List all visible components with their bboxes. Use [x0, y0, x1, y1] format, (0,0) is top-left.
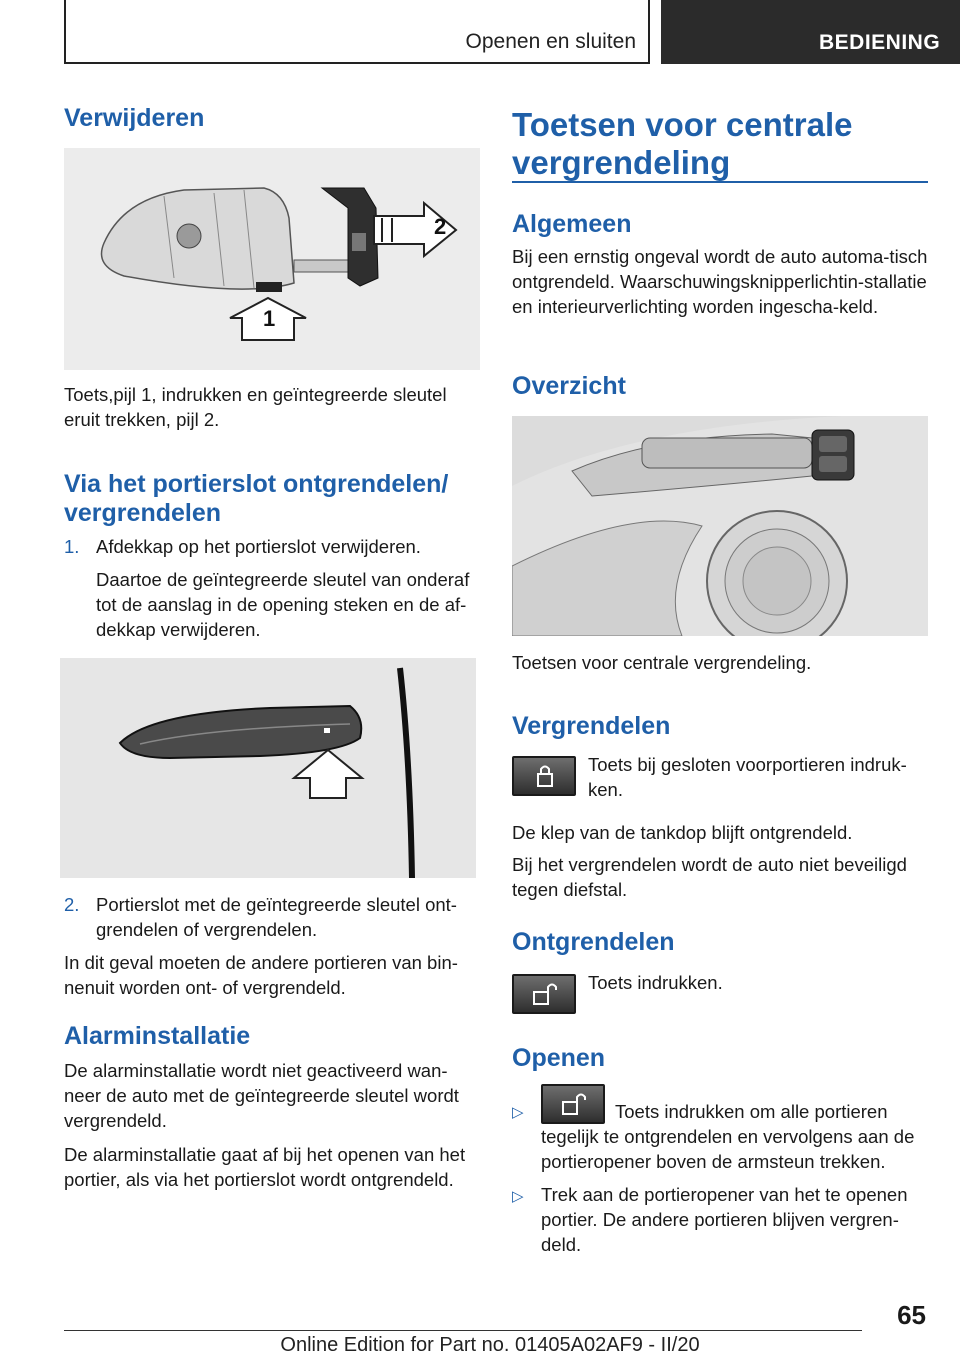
- heading-toetsen-centrale: Toetsen voor centrale vergrendeling: [512, 106, 853, 181]
- header-rule-right: [648, 0, 650, 64]
- step-number-1: 1.: [64, 536, 80, 557]
- key-removal-illustration: [64, 148, 480, 370]
- alarm-paragraph-1: De alarminstallatie wordt niet geactiveerd wan-neer de auto met de geïntegreerde sleutel wordt vergrendeld.: [64, 1060, 459, 1131]
- header-section-title: Openen en sluiten: [465, 30, 636, 53]
- algemeen-paragraph: Bij een ernstig ongeval wordt de auto automa-tisch ontgrendeld. Waarschuwingsknipperlichtin-stallatie en interieurverlichting worden ingescha-keld.: [512, 246, 928, 317]
- heading-vergrendelen: Vergrendelen: [512, 712, 671, 740]
- unlock-icon: [512, 974, 576, 1014]
- step-2-text: Portierslot met de geïntegreerde sleutel ont-grendelen of vergrendelen.: [96, 894, 457, 940]
- ontgrendelen-paragraph: Toets indrukken.: [588, 972, 723, 993]
- step-number-2: 2.: [64, 894, 80, 915]
- footer-rule: [64, 1330, 862, 1331]
- bullet-marker-1: ▷: [512, 1104, 524, 1121]
- diefstal-paragraph: Bij het vergrendelen wordt de auto niet beveiligd tegen diefstal.: [512, 854, 907, 900]
- heading-verwijderen: Verwijderen: [64, 104, 205, 132]
- paragraph-portieren: In dit geval moeten de andere portieren van bin-nenuit worden ont- of vergrendeld.: [64, 952, 458, 998]
- heading-underline: [512, 181, 928, 183]
- bullet-2-text: Trek aan de portieropener van het te openen portier. De andere portieren blijven vergren-deld.: [541, 1184, 908, 1255]
- figure-label-2: 2: [434, 214, 447, 239]
- heading-via-portierslot: Via het portierslot ontgrendelen/ vergrendelen: [64, 470, 449, 527]
- figure-label-1: 1: [263, 306, 276, 331]
- door-panel-illustration: [512, 416, 928, 636]
- lock-icon: [512, 756, 576, 796]
- caption-key-removal: Toets,pijl 1, indrukken en geïntegreerde sleutel eruit trekken, pijl 2.: [64, 384, 447, 430]
- door-handle-illustration: [60, 658, 476, 878]
- header-chapter-tab: BEDIENING: [661, 0, 960, 64]
- step-1-detail: Daartoe de geïntegreerde sleutel van onderaf tot de aanslag in de opening steken en de af-dekkap verwijderen.: [96, 569, 470, 640]
- heading-ontgrendelen: Ontgrendelen: [512, 928, 675, 956]
- klep-paragraph: De klep van de tankdop blijft ontgrendeld.: [512, 822, 853, 843]
- header-rule-bottom: [64, 62, 650, 64]
- footer-edition: Online Edition for Part no. 01405A02AF9 - II/20: [280, 1334, 700, 1356]
- step-1-text: Afdekkap op het portierslot verwijderen.: [96, 536, 421, 557]
- heading-alarminstallatie: Alarminstallatie: [64, 1022, 251, 1050]
- heading-openen: Openen: [512, 1044, 606, 1072]
- heading-overzicht: Overzicht: [512, 372, 626, 400]
- caption-overzicht: Toetsen voor centrale vergrendeling.: [512, 652, 812, 673]
- bullet-marker-2: ▷: [512, 1188, 524, 1205]
- page-number: 65: [897, 1300, 926, 1330]
- vergrendelen-paragraph: Toets bij gesloten voorportieren indruk-ken.: [588, 754, 907, 800]
- bullet-1-text: Toets indrukken om alle portieren tegelijk te ontgrendelen en vervolgens aan de portieropener boven de armsteun trekken.: [541, 1101, 915, 1172]
- alarm-paragraph-2: De alarminstallatie gaat af bij het openen van het portier, als via het portierslot wordt ontgrendeld.: [64, 1144, 466, 1190]
- header-rule-left: [64, 0, 66, 64]
- heading-algemeen: Algemeen: [512, 210, 632, 238]
